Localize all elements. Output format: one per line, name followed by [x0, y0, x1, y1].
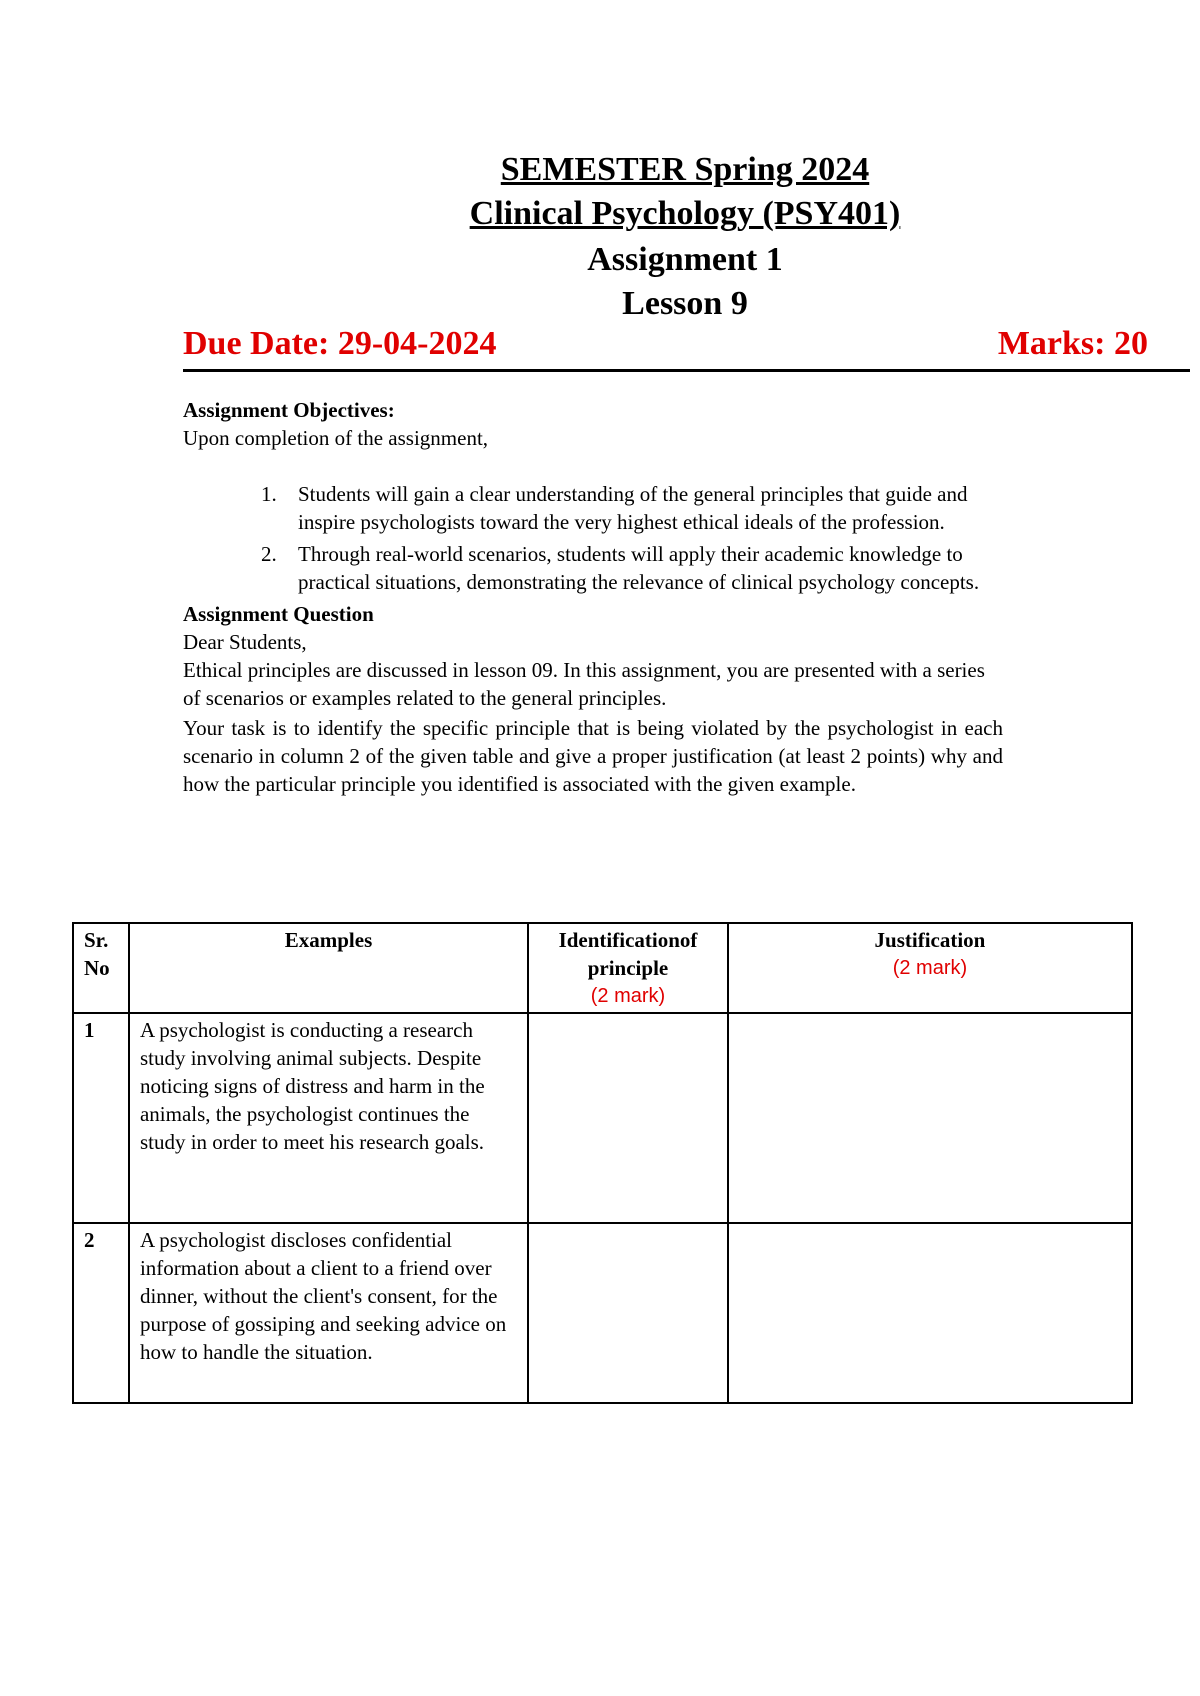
row-justification-cell[interactable]: [728, 1013, 1132, 1223]
due-marks-row: [183, 325, 1190, 372]
objective-text: Through real-world scenarios, students will apply their academic knowledge to practical situations, demonstrating the relevance of clinical psychology concepts.: [298, 542, 980, 594]
question-paragraph-2: Your task is to identify the specific principle that is being violated by the psychologist in each scenario in column 2 of the given table and give a proper justification (at least 2 points) why and how the particular principle you identified is associated with the given example.: [183, 716, 1003, 796]
objectives-intro: Upon completion of the assignment,: [183, 426, 489, 450]
row-sr-no: 2: [73, 1223, 129, 1403]
objective-item: [183, 540, 1003, 596]
header-sr-no: Sr. No: [73, 923, 129, 1013]
objective-item: [183, 480, 1003, 536]
header-justification-label: Justification: [874, 928, 986, 952]
question-heading: Assignment Question: [183, 602, 374, 626]
row-identification-cell[interactable]: [528, 1013, 728, 1223]
header-justification: [728, 923, 1132, 1013]
due-date: Due Date: 29-04-2024: [183, 325, 497, 362]
objectives-heading: Assignment Objectives:: [183, 398, 395, 422]
document-header: [0, 148, 1200, 326]
row-example: A psychologist is conducting a research study involving animal subjects. Despite noticing signs of distress and harm in the animals, the psychologist continues the study in order to meet his research goals.: [129, 1013, 528, 1223]
header-identification-label: Identificationof principle: [558, 928, 698, 980]
objective-number: 2.: [261, 542, 277, 566]
question-salutation: Dear Students,: [183, 630, 307, 654]
table-row: [73, 1013, 1132, 1223]
total-marks: Marks: 20: [997, 325, 1148, 362]
objective-number: 1.: [261, 482, 277, 506]
objectives-list: [183, 480, 1003, 596]
header-justification-mark: (2 mark): [892, 957, 968, 979]
assignment-table: [72, 922, 1133, 1404]
lesson-title: Lesson 9: [622, 285, 748, 322]
assignment-body: [183, 396, 1003, 798]
course-title: Clinical Psychology (PSY401): [469, 195, 901, 232]
row-identification-cell[interactable]: [528, 1223, 728, 1403]
row-justification-cell[interactable]: [728, 1223, 1132, 1403]
header-identification-mark: (2 mark): [590, 985, 666, 1007]
header-identification: [528, 923, 728, 1013]
objective-text: Students will gain a clear understanding of the general principles that guide and inspire psychologists toward the very highest ethical ideals of the profession.: [298, 482, 968, 534]
table-header-row: [73, 923, 1132, 1013]
row-sr-no: 1: [73, 1013, 129, 1223]
table-row: [73, 1223, 1132, 1403]
semester-title: SEMESTER Spring 2024: [500, 151, 870, 188]
question-paragraph-1: Ethical principles are discussed in lesson 09. In this assignment, you are presented with a series of scenarios or examples related to the general principles.: [183, 658, 985, 710]
header-examples: Examples: [129, 923, 528, 1013]
assignment-title: Assignment 1: [587, 241, 783, 278]
row-example: A psychologist discloses confidential information about a client to a friend over dinner, without the client's consent, for the purpose of gossiping and seeking advice on how to handle the situation.: [129, 1223, 528, 1403]
